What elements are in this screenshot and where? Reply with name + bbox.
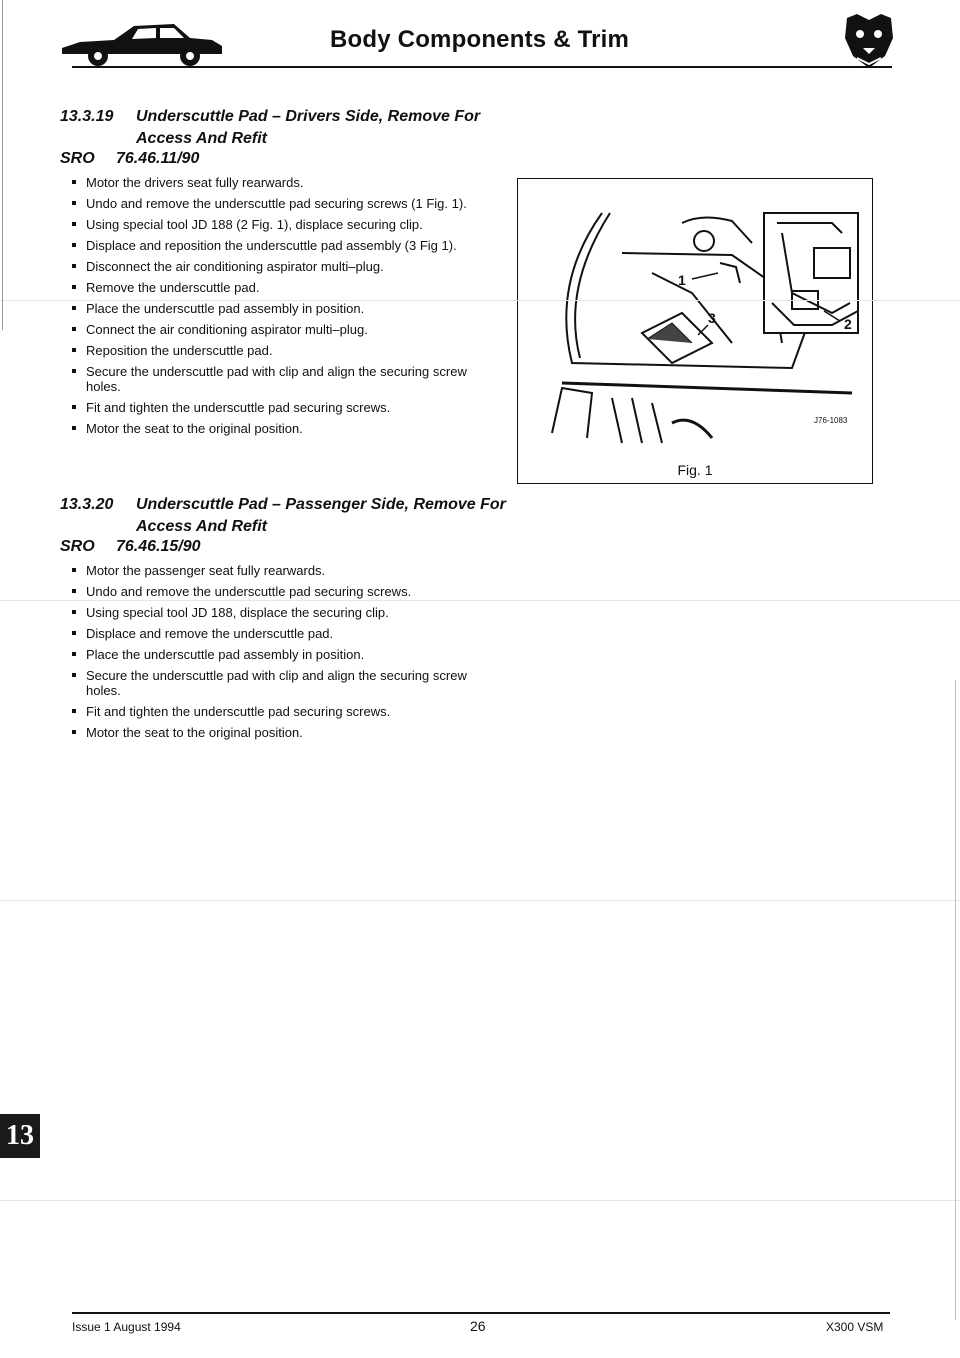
procedure-step: Fit and tighten the underscuttle pad securing screws. xyxy=(70,704,500,719)
callout-1: 1 xyxy=(678,272,686,288)
scan-artifact xyxy=(0,300,960,301)
callout-3: 3 xyxy=(708,310,716,326)
section-number: 13.3.20 xyxy=(60,496,114,513)
section-title: Underscuttle Pad – Drivers Side, Remove For Access And Refit xyxy=(136,108,481,147)
procedure-step: Undo and remove the underscuttle pad securing screws (1 Fig. 1). xyxy=(70,196,500,211)
figure-code: J76-1083 xyxy=(814,416,848,425)
sro-value: 76.46.11/90 xyxy=(116,150,200,167)
scan-artifact xyxy=(0,600,960,601)
scan-artifact xyxy=(0,900,960,901)
footer-issue: Issue 1 August 1994 xyxy=(72,1320,181,1334)
sro-label: SRO xyxy=(60,538,95,555)
procedure-step: Using special tool JD 188, displace the securing clip. xyxy=(70,605,500,620)
procedure-step: Secure the underscuttle pad with clip and align the securing screw holes. xyxy=(70,668,500,698)
procedure-step: Motor the drivers seat fully rearwards. xyxy=(70,175,500,190)
procedure-step: Place the underscuttle pad assembly in position. xyxy=(70,301,500,316)
scan-artifact xyxy=(0,1200,960,1201)
sro-label: SRO xyxy=(60,150,95,167)
procedure-step: Motor the passenger seat fully rearwards. xyxy=(70,563,500,578)
figure-1 xyxy=(517,178,873,484)
page-number: 26 xyxy=(470,1318,486,1334)
procedure-step: Motor the seat to the original position. xyxy=(70,725,500,740)
procedure-step: Displace and remove the underscuttle pad. xyxy=(70,626,500,641)
procedure-step: Fit and tighten the underscuttle pad securing screws. xyxy=(70,400,500,415)
procedure-step: Motor the seat to the original position. xyxy=(70,421,500,436)
sro-value: 76.46.15/90 xyxy=(116,538,201,555)
procedure-step: Displace and reposition the underscuttle pad assembly (3 Fig 1). xyxy=(70,238,500,253)
page-title: Body Components & Trim xyxy=(330,26,630,53)
procedure-step: Connect the air conditioning aspirator multi–plug. xyxy=(70,322,500,337)
underscuttle-illustration xyxy=(532,193,864,457)
procedure-step: Using special tool JD 188 (2 Fig. 1), displace securing clip. xyxy=(70,217,500,232)
procedure-steps-13-3-20 xyxy=(70,563,500,746)
sro-line xyxy=(60,150,199,168)
scan-artifact xyxy=(955,680,956,1320)
chapter-tab: 13 xyxy=(0,1114,40,1158)
section-heading-13-3-19 xyxy=(60,106,520,147)
procedure-step: Remove the underscuttle pad. xyxy=(70,280,500,295)
callout-2: 2 xyxy=(844,316,852,332)
section-number: 13.3.19 xyxy=(60,108,114,125)
sro-line xyxy=(60,538,201,556)
procedure-step: Secure the underscuttle pad with clip and align the securing screw holes. xyxy=(70,364,500,394)
footer-rule xyxy=(72,1312,890,1314)
footer-manual: X300 VSM xyxy=(826,1320,884,1334)
procedure-steps-13-3-19 xyxy=(70,175,500,442)
header-rule xyxy=(72,66,892,68)
procedure-step: Disconnect the air conditioning aspirator multi–plug. xyxy=(70,259,500,274)
car-silhouette-icon xyxy=(62,18,222,68)
section-heading-13-3-20 xyxy=(60,494,520,535)
scan-artifact xyxy=(2,0,3,330)
procedure-step: Reposition the underscuttle pad. xyxy=(70,343,500,358)
jaguar-head-icon xyxy=(843,12,895,70)
figure-caption: Fig. 1 xyxy=(677,462,713,478)
procedure-step: Place the underscuttle pad assembly in position. xyxy=(70,647,500,662)
procedure-step: Undo and remove the underscuttle pad securing screws. xyxy=(70,584,500,599)
section-title: Underscuttle Pad – Passenger Side, Remove For Access And Refit xyxy=(136,496,506,535)
